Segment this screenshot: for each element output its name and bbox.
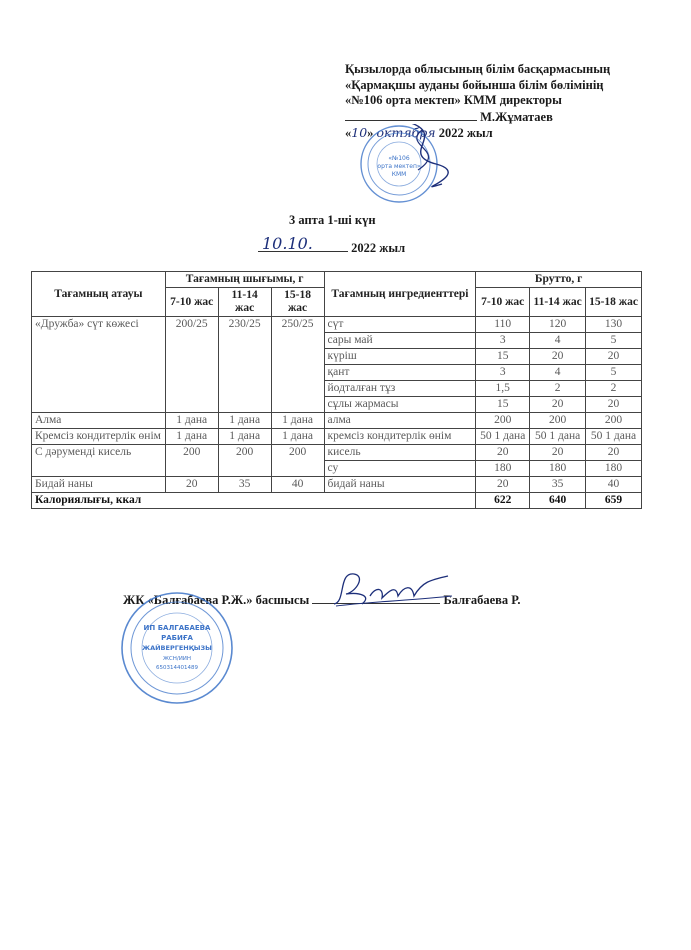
approval-director-row [345,109,665,126]
ingredient-name: су [324,461,476,477]
ingredient-gross: 15 [476,349,530,365]
ingredient-gross: 15 [476,397,530,413]
ingredient-name: бидай наны [324,477,476,493]
header-age: 11-14 жас [530,288,586,317]
dish-output: 20 [165,477,218,493]
ingredient-gross: 5 [586,365,642,381]
dish-output: 40 [271,477,324,493]
ingredient-gross: 20 [476,445,530,461]
ip-stamp-text-4: ЖСН/ИИН [162,656,192,662]
date-quote-close: » [367,126,374,140]
dish-name: «Дружба» сүт көжесі [32,317,166,413]
ingredient-gross: 40 [586,477,642,493]
dish-output: 1 дана [218,429,271,445]
ingredient-gross: 2 [586,381,642,397]
header-age: 15-18 жас [271,288,324,317]
ingredient-name: қант [324,365,476,381]
ingredient-gross: 200 [586,413,642,429]
dish-output: 200 [218,445,271,477]
ingredient-gross: 4 [530,333,586,349]
menu-table [31,271,642,509]
ingredient-name: кремсіз кондитерлік өнім [324,429,476,445]
total-row [32,493,642,509]
dish-output: 200 [271,445,324,477]
signoff-name: Балғабаева Р. [443,593,521,607]
dish-output: 35 [218,477,271,493]
table-row [32,413,642,429]
ingredient-gross: 200 [530,413,586,429]
total-label: Калориялығы, ккал [32,493,476,509]
ingredient-name: сұлы жармасы [324,397,476,413]
ingredient-gross: 120 [530,317,586,333]
ingredient-gross: 180 [476,461,530,477]
ip-stamp-icon [107,590,247,708]
ingredient-name: күріш [324,349,476,365]
ingredient-name: йодталған тұз [324,381,476,397]
header-age: 11-14 жас [218,288,271,317]
ingredient-gross: 130 [586,317,642,333]
dish-name: Бидай наны [32,477,166,493]
approval-line-3: «№106 орта мектеп» КММ директоры [345,93,562,107]
total-value: 659 [586,493,642,509]
ingredient-gross: 200 [476,413,530,429]
ingredient-name: сүт [324,317,476,333]
ingredient-gross: 3 [476,333,530,349]
menu-date-year: 2022 жыл [351,241,406,255]
ingredient-gross: 5 [586,333,642,349]
ingredient-gross: 110 [476,317,530,333]
ingredient-gross: 35 [530,477,586,493]
table-row [32,445,642,461]
dish-name: Алма [32,413,166,429]
dish-output: 230/25 [218,317,271,413]
header-gross: Брутто, г [476,272,642,288]
approval-line-2: «Қармақшы ауданы бойынша білім бөлімінің [345,77,604,92]
school-stamp-icon [338,124,460,206]
table-row [32,317,642,333]
ip-stamp-text-2: РАБИҒА [161,634,193,642]
menu-date [258,234,406,256]
school-stamp-text-3: КММ [391,171,407,178]
dish-output: 200/25 [165,317,218,413]
dish-output: 1 дана [165,413,218,429]
approval-line-1: Қызылорда облысының білім басқармасының [345,62,611,76]
ingredient-name: кисель [324,445,476,461]
ingredient-gross: 20 [530,349,586,365]
signoff-title: ЖК «Балғабаева Р.Ж.» басшысы [123,593,310,607]
ip-stamp-text-5: 650314401489 [156,665,198,671]
ip-stamp-text-3: ЖАЙВЕРГЕНҚЫЗЫ [142,644,212,652]
header-ingredients: Тағамның ингредиенттері [324,272,476,317]
header-age: 7-10 жас [165,288,218,317]
total-value: 622 [476,493,530,509]
signature-icon [326,566,456,612]
dish-output: 250/25 [271,317,324,413]
header-output: Тағамның шығымы, г [165,272,324,288]
ingredient-gross: 1,5 [476,381,530,397]
dish-output: 1 дана [271,413,324,429]
ingredient-gross: 180 [586,461,642,477]
ingredient-gross: 20 [586,445,642,461]
ingredient-name: алма [324,413,476,429]
table-row [32,429,642,445]
director-name: М.Жұматаев [480,109,553,124]
ingredient-gross: 50 1 дана [476,429,530,445]
approval-date-day: 10 [351,125,368,140]
ingredient-gross: 4 [530,365,586,381]
school-stamp-text-1: «№106 [388,155,410,162]
ingredient-gross: 50 1 дана [586,429,642,445]
menu-date-line [258,234,348,253]
ingredient-gross: 2 [530,381,586,397]
ingredient-gross: 50 1 дана [530,429,586,445]
ip-stamp-text-1: ИП БАЛГАБАЕВА [143,624,211,632]
ingredient-gross: 3 [476,365,530,381]
dish-output: 1 дана [218,413,271,429]
header-age: 15-18 жас [586,288,642,317]
header-age: 7-10 жас [476,288,530,317]
ingredient-gross: 180 [530,461,586,477]
dish-output: 1 дана [271,429,324,445]
director-signature-line [345,109,477,121]
dish-output: 200 [165,445,218,477]
dish-name: Кремсіз кондитерлік өнім [32,429,166,445]
menu-date-handwritten: 10.10. [262,234,313,253]
ingredient-gross: 20 [530,397,586,413]
approval-date-year: 2022 жыл [438,126,493,140]
ingredient-gross: 20 [476,477,530,493]
ingredient-gross: 20 [586,349,642,365]
table-row [32,477,642,493]
day-title: 3 апта 1-ші күн [289,213,376,227]
ingredient-gross: 20 [586,397,642,413]
approval-date-month: октября [376,125,436,140]
ingredient-gross: 20 [530,445,586,461]
ingredient-name: сары май [324,333,476,349]
dish-output: 1 дана [165,429,218,445]
school-stamp-text-2: орта мектеп» [377,163,421,170]
dish-name: С дәруменді кисель [32,445,166,477]
table-header-row [32,272,642,288]
total-value: 640 [530,493,586,509]
header-dish: Тағамның атауы [32,272,166,317]
date-quote-open: « [345,126,352,140]
